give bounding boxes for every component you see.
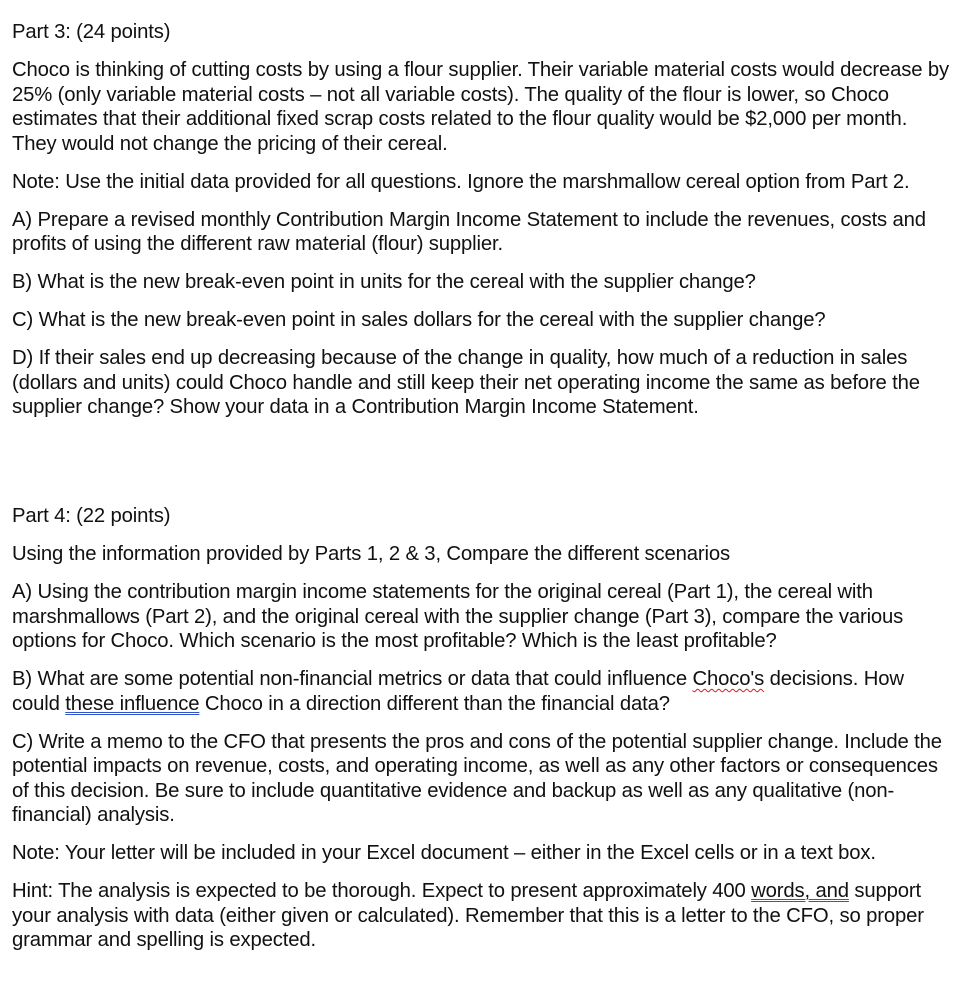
part4-hint-text-2: support your analysis with data (either given or calculated). Remember that this is a letter to the CFO, so proper grammar and spelling is expected. [12,880,924,951]
grammar-suggestion-marker[interactable]: these influence [65,692,200,715]
part4-hint-text-1: Hint: The analysis is expected to be thorough. Expect to present approximately 400 [12,880,752,902]
part4-question-b-text-2: decisions. How could [12,668,904,715]
part3-question-d: D) If their sales end up decreasing because of the change in quality, how much of a reduction in sales (dollars and units) could Choco handle and still keep their net operating income the same as before the supplier change? Show your data in a Contribution Margin Income Statement. [12,347,920,418]
part4-question-b-text-1: B) What are some potential non-financial metrics or data that could influence [12,668,693,690]
section-spacer [12,433,952,504]
document-body [12,20,952,966]
part3-question-a: A) Prepare a revised monthly Contribution Margin Income Statement to include the revenues, costs and profits of using the different raw material (flour) supplier. [12,208,926,255]
part4-question-a: A) Using the contribution margin income statements for the original cereal (Part 1), the cereal with marshmallows (Part 2), and the original cereal with the supplier change (Part 3), compare the various options for Choco. Which scenario is the most profitable? Which is the least profitable? [12,581,904,652]
part4-question-c: C) Write a memo to the CFO that presents the pros and cons of the potential supplier change. Include the potential impacts on revenue, costs, and operating income, as well as any other factors or consequences of this decision. Be sure to include quantitative evidence and backup as well as any qualitative (non-financial) analysis. [12,730,942,826]
part4-question-b-text-3: Choco in a direction different than the financial data? [199,692,670,715]
spelling-error-marker[interactable]: Choco's [692,668,765,690]
part3-question-b: B) What is the new break-even point in units for the cereal with the supplier change? [12,271,756,293]
part4-intro: Using the information provided by Parts 1, 2 & 3, Compare the different scenarios [12,543,730,565]
part4-note: Note: Your letter will be included in your Excel document – either in the Excel cells or in a text box. [12,842,876,864]
part3-heading: Part 3: (24 points) [12,21,171,43]
part4-question-b [12,667,952,716]
part4-heading: Part 4: (22 points) [12,505,171,527]
part3-intro: Choco is thinking of cutting costs by using a flour supplier. Their variable material costs would decrease by 25% (only variable material costs – not all variable costs). The quality of the flour is lower, so Choco estimates that their additional fixed scrap costs related to the flour quality would be $2,000 per month. They would not change the pricing of their cereal. [12,59,949,155]
part3-question-c: C) What is the new break-even point in sales dollars for the cereal with the supplier change? [12,309,826,331]
grammar-suggestion-marker[interactable]: words, and [751,880,849,902]
part3-note: Note: Use the initial data provided for all questions. Ignore the marshmallow cereal option from Part 2. [12,170,910,193]
part4-hint [12,879,952,953]
